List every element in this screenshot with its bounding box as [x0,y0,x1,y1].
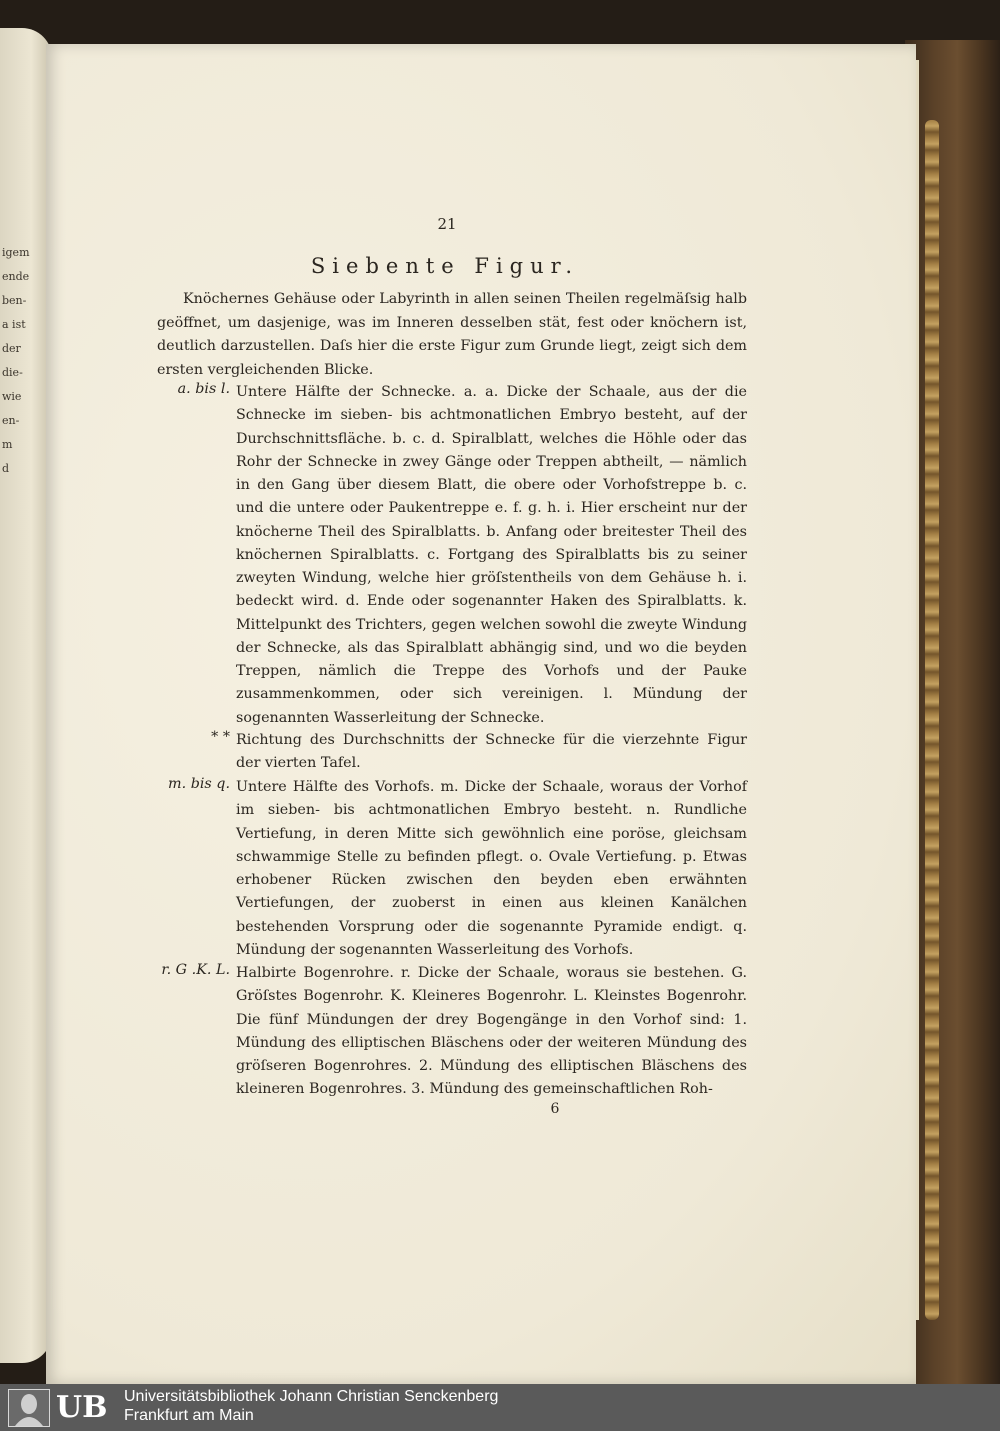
intro-paragraph: Knöchernes Gehäuse oder Labyrinth in allen seinen Theilen regelmäſsig halb geöffnet, um dasjenige, was im Inneren desselben stät, fest oder knöchern ist, deutlich darzustellen. Daſs hier die erste Figur zum Grunde liegt, zeigt sich dem ersten vergleichenden Blicke. [157,291,747,378]
previous-page-leaf [0,28,52,1363]
page-title: Siebente Figur. [310,254,580,278]
entry-text: Richtung des Durchschnitts der Schnecke für die vierzehnte Figur der vierten Tafel. [236,732,747,772]
entry-label: * * [211,729,230,745]
left-fragment: wie [2,390,22,403]
gilt-ornament-strip [925,120,939,1320]
library-banner [0,1384,1000,1431]
left-fragment: ende [2,270,30,283]
left-fragment: a ist [2,318,26,331]
entry-label: a. bis l. [177,381,230,397]
entry-text: Halbirte Bogenrohre. r. Dicke der Schaale, woraus sie bestehen. G. Gröſstes Bogenrohr. K. Kleineres Bogenrohr. L. Kleinstes Bogenrohr. Die fünf Mündungen der drey Bogengänge in den Vorhof sind: 1. Mündung des elliptischen Bläschens oder der weiteren Mündung des gröſseren Bogenrohres. 2. Mündung des elliptischen Bläschens des kleineren Bogenrohres. 3. Mündung des gemeinschaftlichen Roh- [236,965,747,1098]
book-binding [905,40,1000,1385]
entry-text: Untere Hälfte der Schnecke. a. a. Dicke der Schaale, aus der die Schnecke im sieben- bis achtmonatlichen Embryo besteht, auf der Durchschnittsfläche. b. c. d. Spiralblatt, welches die Höhle oder das Rohr der Schnecke in zwey Gänge oder Treppen abtheilt, — nämlich in den Gang über diesem Blatt, die obere oder Vorhofstreppe b. c. und die untere oder Paukentreppe e. f. g. h. i. Hier erscheint nur der knöcherne Theil des Spiralblatts. b. Anfang oder breitester Theil des knöchernen Spiralblatts. c. Fortgang des Spiralblatts bis zu seiner zweyten Windung, welche hier gröſstentheils von dem Gehäuse h. i. bedeckt wird. d. Ende oder sogenannter Haken des Spiralblatts. k. Mittelpunkt des Trichters, gegen welchen sowohl die zweyte Windung der Schnecke, als das Spiralblatt abhängig sind, und wo die beyden Treppen, nämlich die Treppe des Vorhofs und der Pauke zusammenkommen, oder sich vereinigen. l. Mündung der sogenannten Wasserleitung der Schnecke. [236,384,747,726]
library-name: Universitätsbibliothek Johann Christian Senckenberg [124,1388,499,1405]
signature-number: 6 [550,1101,560,1117]
logo-text: UB [56,1390,108,1425]
left-fragment: igem [2,246,30,259]
left-fragment: m [2,438,13,451]
entry-text: Untere Hälfte des Vorhofs. m. Dicke der Schaale, woraus der Vorhof im sieben- bis achtmonatlichen Embryo besteht. n. Rundliche Vertiefung, in deren Mitte sich gewöhnlich eine poröse, gleichsam schwammige Stelle zu befinden pflegt. o. Ovale Vertiefung. p. Etwas erhobener Rücken zwischen den beyden eben erwähnten Vertiefungen, der zuoberst in einen aus kleinen Kanälchen bestehenden Vorsprung oder die sogenannte Pyramide endigt. q. Mündung der sogenannten Wasserleitung des Vorhofs. [236,779,747,958]
page-number-top: 21 [437,215,457,233]
library-city: Frankfurt am Main [124,1407,254,1424]
portrait-icon [8,1389,50,1427]
library-logo [8,1389,116,1427]
left-fragment: der [2,342,21,355]
entry-label: r. G .K. L. [161,962,230,978]
entry-label: m. bis q. [168,776,230,792]
left-fragment: ben- [2,294,27,307]
left-fragment: die- [2,366,23,379]
left-fragment: d [2,462,10,475]
left-fragment: en- [2,414,20,427]
